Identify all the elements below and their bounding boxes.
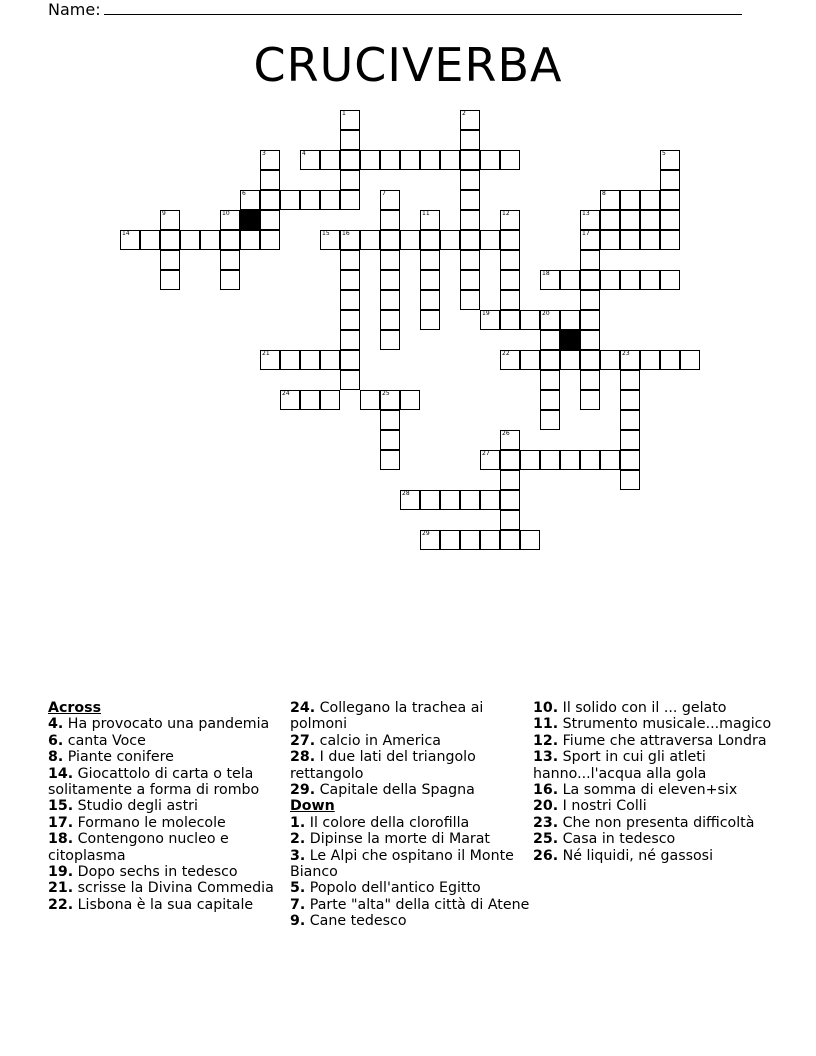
- grid-cell[interactable]: [440, 230, 460, 250]
- clue-text: Il solido con il ... gelato: [558, 700, 727, 716]
- grid-cell[interactable]: [460, 150, 480, 170]
- grid-cell[interactable]: [160, 250, 180, 270]
- clue-number: 28.: [290, 749, 316, 766]
- clue-number-label: 26: [502, 430, 510, 437]
- grid-cell[interactable]: [600, 350, 620, 370]
- grid-cell[interactable]: [560, 450, 580, 470]
- clue-number: 21.: [48, 880, 74, 897]
- grid-cell[interactable]: [380, 230, 400, 250]
- grid-cell[interactable]: [180, 230, 200, 250]
- clue-item: [290, 749, 530, 782]
- clue-number-label: 11: [422, 210, 430, 217]
- clue-number: 7.: [290, 896, 306, 913]
- clue-number: 12.: [533, 732, 559, 749]
- grid-cell[interactable]: [500, 470, 520, 490]
- grid-cell[interactable]: [500, 150, 520, 170]
- clue-text: Le Alpi che ospitano il Monte Bianco: [290, 847, 514, 881]
- clue-number: 8.: [48, 749, 64, 766]
- grid-cell[interactable]: [340, 290, 360, 310]
- grid-cell[interactable]: [620, 430, 640, 450]
- clue-number-label: 14: [122, 230, 130, 237]
- grid-cell[interactable]: [380, 250, 400, 270]
- grid-cell[interactable]: [660, 170, 680, 190]
- clue-number-label: 1: [342, 110, 346, 117]
- clue-item: [290, 700, 530, 733]
- grid-cell[interactable]: [620, 370, 640, 390]
- grid-cell[interactable]: [620, 190, 640, 210]
- clue-number: 24.: [290, 700, 316, 716]
- grid-cell[interactable]: [400, 150, 420, 170]
- grid-cell[interactable]: [540, 370, 560, 390]
- grid-cell[interactable]: [380, 450, 400, 470]
- clue-number: 15.: [48, 798, 74, 815]
- grid-cell[interactable]: [260, 190, 280, 210]
- clue-number-label: 27: [482, 450, 490, 457]
- clue-number-label: 5: [662, 150, 666, 157]
- grid-cell[interactable]: [500, 530, 520, 550]
- grid-cell[interactable]: [500, 290, 520, 310]
- grid-cell[interactable]: [380, 410, 400, 430]
- page-title: CRUCIVERBA: [253, 38, 563, 92]
- clue-item: [48, 880, 288, 896]
- grid-cell[interactable]: [540, 410, 560, 430]
- clue-item: [48, 749, 288, 765]
- grid-cell[interactable]: [660, 230, 680, 250]
- black-cell: [240, 210, 260, 230]
- grid-cell[interactable]: [460, 190, 480, 210]
- clue-number-label: 22: [502, 350, 510, 357]
- clue-text: Contengono nucleo e citoplasma: [48, 831, 229, 864]
- grid-cell[interactable]: [340, 150, 360, 170]
- clue-column-2: [290, 700, 530, 930]
- grid-cell[interactable]: [460, 290, 480, 310]
- grid-cell[interactable]: [400, 230, 420, 250]
- clue-text: Studio degli astri: [73, 798, 198, 815]
- grid-cell[interactable]: [220, 270, 240, 290]
- clue-text: Dipinse la morte di Marat: [305, 831, 490, 848]
- clue-item: [533, 848, 773, 864]
- grid-cell[interactable]: [580, 290, 600, 310]
- clue-item: [48, 733, 288, 749]
- grid-cell[interactable]: [460, 530, 480, 550]
- grid-cell[interactable]: [340, 270, 360, 290]
- clue-number-label: 23: [622, 350, 630, 357]
- clue-number: 29.: [290, 782, 316, 799]
- grid-cell[interactable]: [600, 210, 620, 230]
- clue-number: 22.: [48, 896, 74, 913]
- clue-number-label: 18: [542, 270, 550, 277]
- grid-cell[interactable]: [520, 450, 540, 470]
- grid-cell[interactable]: [620, 470, 640, 490]
- clue-number: 17.: [48, 814, 74, 831]
- grid-cell[interactable]: [580, 390, 600, 410]
- grid-cell[interactable]: [400, 390, 420, 410]
- clue-item: [533, 749, 773, 782]
- clue-number-label: 12: [502, 210, 510, 217]
- clue-text: La somma di eleven+six: [558, 782, 738, 799]
- clue-text: I due lati del triangolo rettangolo: [290, 749, 476, 782]
- clue-text: Fiume che attraversa Londra: [558, 732, 767, 749]
- grid-cell[interactable]: [440, 150, 460, 170]
- grid-cell[interactable]: [320, 190, 340, 210]
- grid-cell[interactable]: [640, 190, 660, 210]
- grid-cell[interactable]: [300, 190, 320, 210]
- grid-cell[interactable]: [540, 330, 560, 350]
- clue-number: 10.: [533, 700, 559, 716]
- grid-cell[interactable]: [640, 230, 660, 250]
- clue-number-label: 29: [422, 530, 430, 537]
- clue-number: 2.: [290, 831, 306, 848]
- clue-text: Formano le molecole: [73, 814, 226, 831]
- grid-cell[interactable]: [460, 490, 480, 510]
- clue-number-label: 10: [222, 210, 230, 217]
- grid-cell[interactable]: [420, 270, 440, 290]
- clue-text: Piante conifere: [63, 749, 174, 766]
- clue-text: Casa in tedesco: [558, 831, 676, 848]
- clue-item: [290, 815, 530, 831]
- down-heading: Down: [290, 798, 335, 815]
- grid-cell[interactable]: [580, 350, 600, 370]
- clue-number-label: 25: [382, 390, 390, 397]
- grid-cell[interactable]: [420, 310, 440, 330]
- clue-text: Parte "alta" della città di Atene: [305, 896, 530, 913]
- grid-cell[interactable]: [340, 130, 360, 150]
- clue-item: [533, 831, 773, 847]
- grid-cell[interactable]: [640, 350, 660, 370]
- grid-cell[interactable]: [320, 350, 340, 370]
- grid-cell[interactable]: [140, 230, 160, 250]
- grid-cell[interactable]: [460, 230, 480, 250]
- grid-cell[interactable]: [480, 150, 500, 170]
- grid-cell[interactable]: [620, 210, 640, 230]
- grid-cell[interactable]: [580, 370, 600, 390]
- grid-cell[interactable]: [300, 390, 320, 410]
- grid-cell[interactable]: [460, 250, 480, 270]
- grid-cell[interactable]: [420, 490, 440, 510]
- grid-cell[interactable]: [660, 350, 680, 370]
- grid-cell[interactable]: [460, 270, 480, 290]
- clue-item: [533, 782, 773, 798]
- grid-cell[interactable]: [380, 330, 400, 350]
- clue-number-label: 4: [302, 150, 306, 157]
- grid-cell[interactable]: [620, 450, 640, 470]
- clue-number: 16.: [533, 782, 559, 799]
- clue-number: 6.: [48, 732, 64, 749]
- clue-text: canta Voce: [63, 732, 146, 749]
- grid-cell[interactable]: [620, 230, 640, 250]
- grid-cell[interactable]: [540, 350, 560, 370]
- grid-cell[interactable]: [620, 390, 640, 410]
- grid-cell[interactable]: [640, 270, 660, 290]
- black-cell: [560, 330, 580, 350]
- clue-item: [290, 880, 530, 896]
- grid-cell[interactable]: [620, 410, 640, 430]
- clue-item: [290, 782, 530, 798]
- grid-cell[interactable]: [640, 210, 660, 230]
- clue-item: [48, 864, 288, 880]
- clue-item: [290, 897, 530, 913]
- grid-cell[interactable]: [620, 270, 640, 290]
- grid-cell[interactable]: [500, 490, 520, 510]
- grid-cell[interactable]: [580, 310, 600, 330]
- clue-number: 13.: [533, 749, 559, 766]
- clue-text: Che non presenta difficoltà: [558, 814, 755, 831]
- clue-number: 25.: [533, 831, 559, 848]
- clue-text: Strumento musicale...magico: [558, 716, 772, 733]
- grid-cell[interactable]: [500, 250, 520, 270]
- grid-cell[interactable]: [220, 250, 240, 270]
- grid-cell[interactable]: [440, 490, 460, 510]
- grid-cell[interactable]: [260, 230, 280, 250]
- clue-item: [533, 700, 773, 716]
- clue-number-label: 8: [602, 190, 606, 197]
- clue-text: Collegano la trachea ai polmoni: [290, 700, 484, 733]
- clue-number-label: 3: [262, 150, 266, 157]
- clue-number-label: 24: [282, 390, 290, 397]
- clue-item: [290, 848, 530, 881]
- grid-cell[interactable]: [560, 350, 580, 370]
- clue-text: Capitale della Spagna: [315, 782, 475, 799]
- grid-cell[interactable]: [280, 350, 300, 370]
- grid-cell[interactable]: [340, 310, 360, 330]
- clue-item: [290, 733, 530, 749]
- clue-item: [48, 815, 288, 831]
- grid-cell[interactable]: [380, 210, 400, 230]
- clue-number: 11.: [533, 716, 559, 733]
- grid-cell[interactable]: [360, 390, 380, 410]
- grid-cell[interactable]: [580, 330, 600, 350]
- clue-number-label: 21: [262, 350, 270, 357]
- across-heading: Across: [48, 700, 102, 716]
- name-label: Name:: [48, 0, 101, 19]
- grid-cell[interactable]: [380, 290, 400, 310]
- grid-cell[interactable]: [260, 170, 280, 190]
- grid-cell[interactable]: [420, 230, 440, 250]
- clue-item: [533, 798, 773, 814]
- grid-cell[interactable]: [600, 450, 620, 470]
- clue-number-label: 17: [582, 230, 590, 237]
- clue-text: Dopo sechs in tedesco: [73, 864, 238, 881]
- grid-cell[interactable]: [680, 350, 700, 370]
- clue-number: 19.: [48, 864, 74, 881]
- clue-number-label: 6: [242, 190, 246, 197]
- grid-cell[interactable]: [460, 210, 480, 230]
- grid-cell[interactable]: [660, 270, 680, 290]
- grid-cell[interactable]: [340, 190, 360, 210]
- grid-cell[interactable]: [500, 510, 520, 530]
- clue-number-label: 15: [322, 230, 330, 237]
- grid-cell[interactable]: [360, 230, 380, 250]
- clue-text: Cane tedesco: [305, 913, 407, 930]
- clue-number-label: 19: [482, 310, 490, 317]
- grid-cell[interactable]: [340, 170, 360, 190]
- clue-number-label: 20: [542, 310, 550, 317]
- clue-text: Né liquidi, né gassosi: [558, 847, 714, 864]
- grid-cell[interactable]: [540, 450, 560, 470]
- grid-cell[interactable]: [320, 150, 340, 170]
- clue-number-label: 9: [162, 210, 166, 217]
- clue-text: Il colore della clorofilla: [305, 814, 470, 831]
- clue-item: [533, 716, 773, 732]
- grid-cell[interactable]: [340, 370, 360, 390]
- grid-cell[interactable]: [380, 150, 400, 170]
- grid-cell[interactable]: [600, 230, 620, 250]
- grid-cell[interactable]: [500, 450, 520, 470]
- grid-cell[interactable]: [340, 350, 360, 370]
- grid-cell[interactable]: [360, 150, 380, 170]
- grid-cell[interactable]: [460, 130, 480, 150]
- grid-cell[interactable]: [420, 150, 440, 170]
- grid-cell[interactable]: [460, 170, 480, 190]
- clue-item: [48, 897, 288, 913]
- clue-item: [48, 831, 288, 864]
- clue-number-label: 13: [582, 210, 590, 217]
- grid-cell[interactable]: [440, 530, 460, 550]
- grid-cell[interactable]: [520, 310, 540, 330]
- grid-cell[interactable]: [200, 230, 220, 250]
- clue-text: calcio in America: [315, 732, 441, 749]
- clue-item: [533, 733, 773, 749]
- grid-cell[interactable]: [540, 390, 560, 410]
- grid-cell[interactable]: [600, 270, 620, 290]
- clue-item: [48, 766, 288, 799]
- grid-cell[interactable]: [160, 230, 180, 250]
- clue-number-label: 28: [402, 490, 410, 497]
- clue-text: scrisse la Divina Commedia: [73, 880, 274, 897]
- grid-cell[interactable]: [340, 250, 360, 270]
- grid-cell[interactable]: [660, 210, 680, 230]
- clue-number: 3.: [290, 847, 306, 864]
- grid-cell[interactable]: [160, 270, 180, 290]
- grid-cell[interactable]: [520, 350, 540, 370]
- grid-cell[interactable]: [560, 270, 580, 290]
- clue-text: Giocattolo di carta o tela solitamente a forma di rombo: [48, 765, 260, 799]
- clue-text: Popolo dell'antico Egitto: [305, 880, 481, 897]
- grid-cell[interactable]: [580, 450, 600, 470]
- grid-cell[interactable]: [500, 270, 520, 290]
- clue-number: 14.: [48, 765, 74, 782]
- clue-text: Lisbona è la sua capitale: [73, 896, 254, 913]
- clue-item: [290, 831, 530, 847]
- grid-cell[interactable]: [240, 230, 260, 250]
- grid-cell[interactable]: [480, 490, 500, 510]
- clue-text: Ha provocato una pandemia: [63, 716, 270, 733]
- clue-number-label: 16: [342, 230, 350, 237]
- clue-text: Sport in cui gli atleti hanno...l'acqua alla gola: [533, 749, 707, 782]
- grid-cell[interactable]: [520, 530, 540, 550]
- clue-number: 27.: [290, 732, 316, 749]
- grid-cell[interactable]: [480, 230, 500, 250]
- clue-number: 4.: [48, 716, 64, 733]
- grid-cell[interactable]: [280, 190, 300, 210]
- grid-cell[interactable]: [320, 390, 340, 410]
- clue-text: I nostri Colli: [558, 798, 647, 815]
- grid-cell[interactable]: [580, 270, 600, 290]
- grid-cell[interactable]: [300, 350, 320, 370]
- grid-cell[interactable]: [560, 310, 580, 330]
- grid-cell[interactable]: [380, 430, 400, 450]
- grid-cell[interactable]: [500, 230, 520, 250]
- clue-number: 26.: [533, 847, 559, 864]
- clue-item: [48, 798, 288, 814]
- clue-item: [533, 815, 773, 831]
- grid-cell[interactable]: [220, 230, 240, 250]
- grid-cell[interactable]: [380, 270, 400, 290]
- grid-cell[interactable]: [260, 210, 280, 230]
- grid-cell[interactable]: [420, 290, 440, 310]
- clue-column-1: [48, 700, 288, 913]
- clue-number: 18.: [48, 831, 74, 848]
- clue-item: [290, 913, 530, 929]
- clue-number: 1.: [290, 814, 306, 831]
- clue-column-3: [533, 700, 773, 864]
- grid-cell[interactable]: [500, 310, 520, 330]
- clue-number: 5.: [290, 880, 306, 897]
- clue-item: [48, 716, 288, 732]
- grid-cell[interactable]: [660, 190, 680, 210]
- clue-number-label: 7: [382, 190, 386, 197]
- clue-number-label: 2: [462, 110, 466, 117]
- clue-number: 23.: [533, 814, 559, 831]
- grid-cell[interactable]: [380, 310, 400, 330]
- grid-cell[interactable]: [340, 330, 360, 350]
- clue-number: 20.: [533, 798, 559, 815]
- clue-number: 9.: [290, 913, 306, 930]
- grid-cell[interactable]: [580, 250, 600, 270]
- grid-cell[interactable]: [420, 250, 440, 270]
- grid-cell[interactable]: [480, 530, 500, 550]
